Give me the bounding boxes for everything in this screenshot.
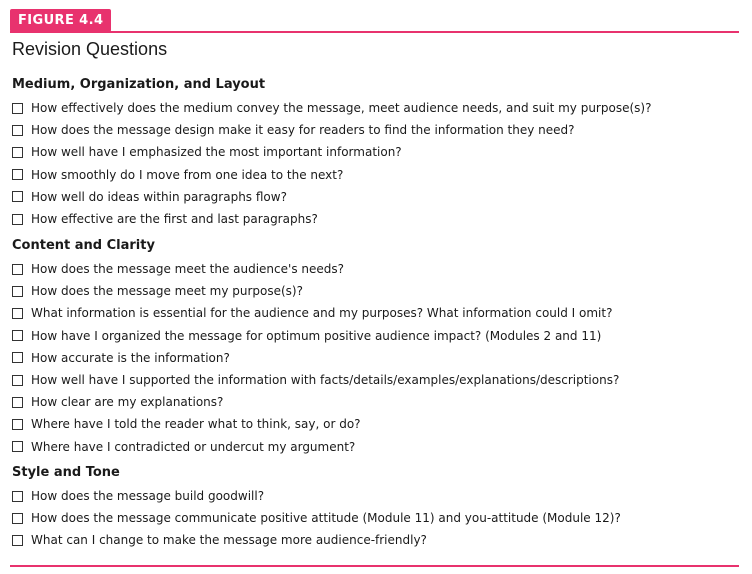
question-text: How effective are the first and last paragraphs? [31,212,318,227]
checklist-item [12,186,742,208]
checklist-item [12,280,742,302]
checkbox[interactable] [12,191,23,202]
checklist-item [12,507,742,529]
checklist-item [12,141,742,163]
checkbox[interactable] [12,397,23,408]
question-text: How well have I emphasized the most important information? [31,145,402,160]
checklist-item [12,347,742,369]
checklist-item [12,391,742,413]
section-medium-organization-layout [12,75,742,230]
checkbox[interactable] [12,352,23,363]
checkbox[interactable] [12,214,23,225]
section-style-tone [12,463,742,552]
section-heading: Content and Clarity [12,238,155,253]
question-text: How smoothly do I move from one idea to the next? [31,167,344,182]
question-text: How well have I supported the information with facts/details/examples/explanations/descriptions? [31,373,620,388]
question-text: How does the message communicate positive attitude (Module 11) and you-attitude (Module 12)? [31,511,621,526]
question-text: How accurate is the information? [31,350,230,365]
header-rule [10,31,739,33]
checkbox[interactable] [12,375,23,386]
checkbox[interactable] [12,147,23,158]
question-text: Where have I contradicted or undercut my argument? [31,439,356,454]
checkbox[interactable] [12,308,23,319]
footer-rule [10,565,739,567]
checklist-item [12,164,742,186]
question-text: What information is essential for the audience and my purposes? What information could I omit? [31,306,613,321]
checkbox[interactable] [12,419,23,430]
section-heading: Style and Tone [12,465,120,480]
question-text: Where have I told the reader what to think, say, or do? [31,417,361,432]
section-heading: Medium, Organization, and Layout [12,77,266,92]
checkbox[interactable] [12,330,23,341]
question-text: How effectively does the medium convey the message, meet audience needs, and suit my purpose(s)? [31,101,652,116]
checkbox[interactable] [12,264,23,275]
checklist-item [12,258,742,280]
question-text: How does the message meet my purpose(s)? [31,284,303,299]
checkbox[interactable] [12,125,23,136]
section-content-clarity [12,236,742,458]
question-text: How have I organized the message for optimum positive audience impact? (Modules 2 and 11) [31,328,602,343]
checkbox[interactable] [12,103,23,114]
question-text: How clear are my explanations? [31,395,224,410]
figure-label: FIGURE 4.4 [10,9,111,32]
checklist-item [12,485,742,507]
checkbox[interactable] [12,535,23,546]
checkbox[interactable] [12,513,23,524]
checklist-item [12,208,742,230]
checkbox[interactable] [12,286,23,297]
checkbox[interactable] [12,441,23,452]
checklist-item [12,302,742,324]
question-text: How does the message meet the audience's needs? [31,262,344,277]
question-text: How does the message build goodwill? [31,489,265,504]
checklist-item [12,97,742,119]
checklist-item [12,119,742,141]
checklist-item [12,325,742,347]
checkbox[interactable] [12,169,23,180]
checkbox[interactable] [12,491,23,502]
figure-header [10,9,739,34]
question-text: What can I change to make the message more audience-friendly? [31,533,427,548]
question-text: How well do ideas within paragraphs flow? [31,189,287,204]
checklist-item [12,436,742,458]
question-text: How does the message design make it easy for readers to find the information they need? [31,123,575,138]
checklist-item [12,529,742,551]
page-title: Revision Questions [12,39,168,59]
checklist-item [12,413,742,435]
checklist-item [12,369,742,391]
